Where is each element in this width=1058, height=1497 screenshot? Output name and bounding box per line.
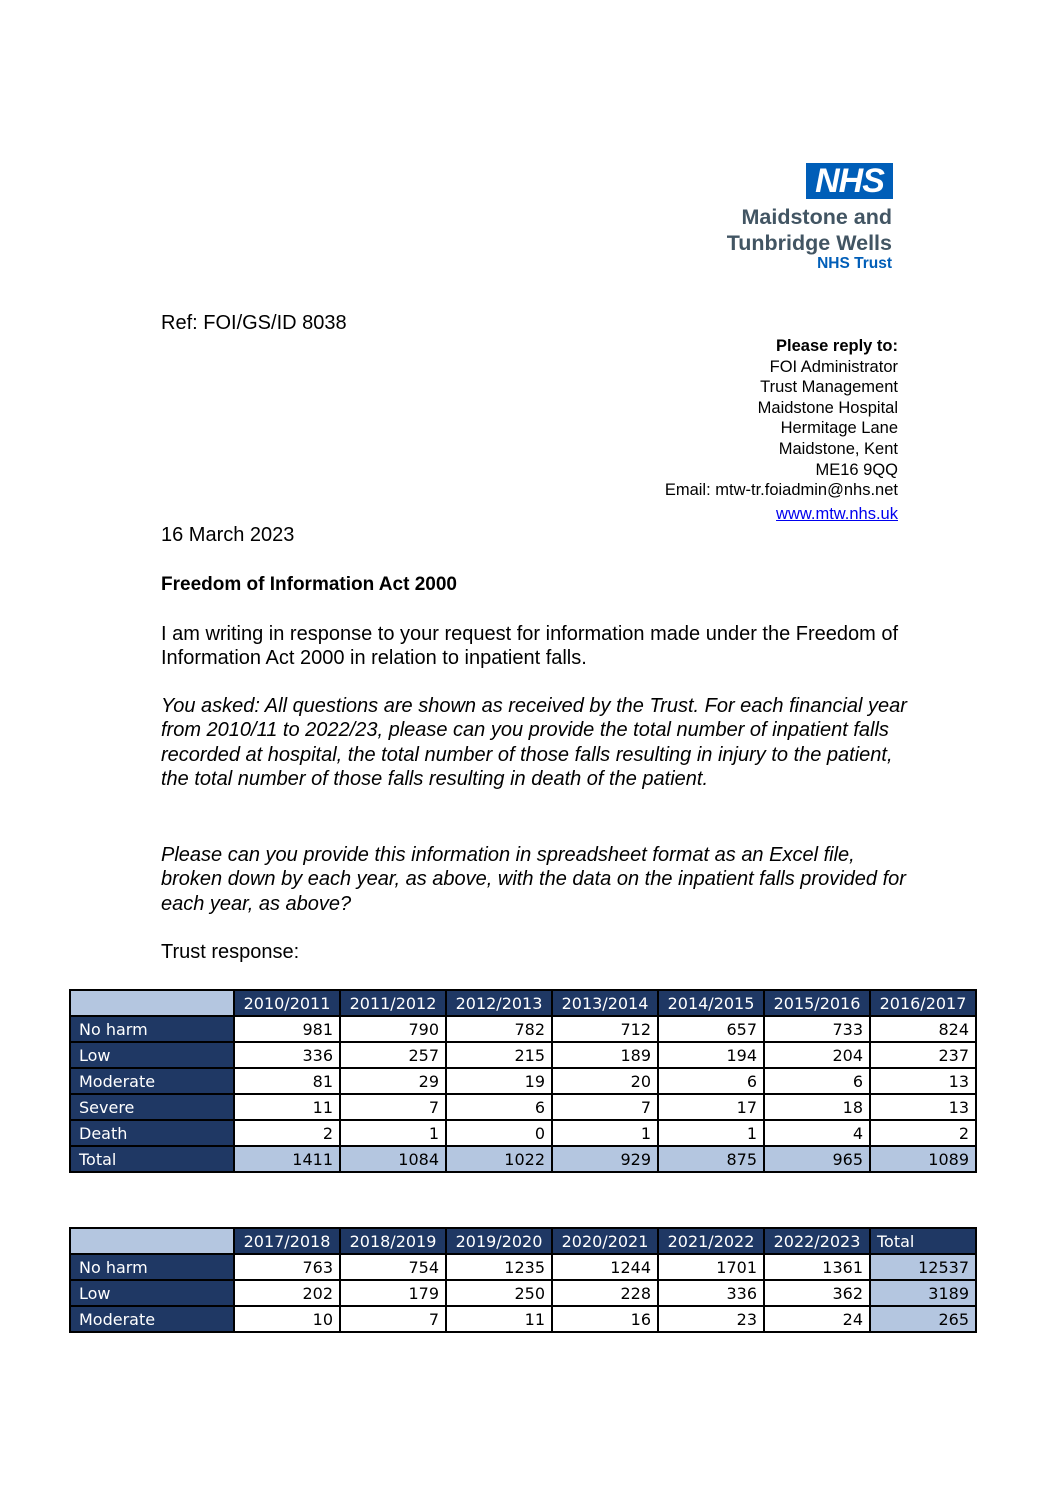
column-header: 2018/2019 (340, 1228, 446, 1254)
table-cell: 1 (552, 1120, 658, 1146)
table-cell: 228 (552, 1280, 658, 1306)
table-cell: 202 (234, 1280, 340, 1306)
table-cell: 215 (446, 1042, 552, 1068)
trust-name (727, 204, 892, 256)
address-line: ME16 9QQ (815, 460, 898, 479)
table-row (70, 1120, 976, 1146)
table-cell: 336 (234, 1042, 340, 1068)
row-label: Low (70, 1280, 234, 1306)
table-corner (70, 990, 234, 1016)
table-row (70, 1042, 976, 1068)
reply-heading: Please reply to: (776, 337, 898, 355)
table-cell: 657 (658, 1016, 764, 1042)
address-line: Hermitage Lane (780, 419, 898, 438)
table-cell: 7 (340, 1306, 446, 1332)
table-cell: 250 (446, 1280, 552, 1306)
table-cell: 362 (764, 1280, 870, 1306)
table-cell: 13 (870, 1094, 976, 1120)
total-cell: 12537 (870, 1254, 976, 1280)
table-cell: 194 (658, 1042, 764, 1068)
row-label: Moderate (70, 1068, 234, 1094)
table-row (70, 1094, 976, 1120)
table-row (70, 1068, 976, 1094)
table-row (70, 1280, 976, 1306)
table-cell: 13 (870, 1068, 976, 1094)
intro-paragraph: I am writing in response to your request for information made under the Freedom of Information Act 2000 in relation to inpatient falls. (161, 623, 899, 670)
table-cell: 257 (340, 1042, 446, 1068)
address-line: Trust Management (760, 378, 898, 397)
table-cell: 2 (870, 1120, 976, 1146)
table-cell: 1235 (446, 1254, 552, 1280)
row-label: Total (70, 1146, 234, 1172)
reply-address (665, 336, 898, 524)
table-cell: 6 (764, 1068, 870, 1094)
column-header: 2019/2020 (446, 1228, 552, 1254)
column-header: 2010/2011 (234, 990, 340, 1016)
table-row (70, 1254, 976, 1280)
nhs-logo-badge: NHS (806, 163, 893, 199)
table-cell: 11 (446, 1306, 552, 1332)
row-label: Low (70, 1042, 234, 1068)
table-cell: 790 (340, 1016, 446, 1042)
column-header: 2016/2017 (870, 990, 976, 1016)
table-cell: 1 (658, 1120, 764, 1146)
table-cell: 6 (658, 1068, 764, 1094)
email-line: Email: mtw-tr.foiadmin@nhs.net (664, 481, 898, 500)
table-cell: 4 (764, 1120, 870, 1146)
table-cell: 782 (446, 1016, 552, 1042)
table-cell: 763 (234, 1254, 340, 1280)
falls-table-2017-2023 (69, 1227, 977, 1333)
table-cell: 81 (234, 1068, 340, 1094)
table-cell: 1701 (658, 1254, 764, 1280)
column-header: 2022/2023 (764, 1228, 870, 1254)
column-header: 2011/2012 (340, 990, 446, 1016)
table-cell: 19 (446, 1068, 552, 1094)
address-line: Maidstone, Kent (778, 439, 898, 458)
table-cell: 1361 (764, 1254, 870, 1280)
falls-table-2010-2017 (69, 989, 977, 1173)
table-cell: 237 (870, 1042, 976, 1068)
table-cell: 712 (552, 1016, 658, 1042)
table-corner (70, 1228, 234, 1254)
total-cell: 265 (870, 1306, 976, 1332)
table-cell: 2 (234, 1120, 340, 1146)
address-line: Maidstone Hospital (757, 398, 898, 417)
row-label: Moderate (70, 1306, 234, 1332)
column-header: 2015/2016 (764, 990, 870, 1016)
table-cell: 875 (658, 1146, 764, 1172)
question-paragraph: You asked: All questions are shown as received by the Trust. For each financial year from 2010/11 to 2022/23, please can you provide the total number of inpatient falls recorded at hospital, the total number of those falls resulting in injury to the patient, the total number of those falls resulting in death of the patient. (161, 695, 907, 791)
table-cell: 18 (764, 1094, 870, 1120)
letter-heading: Freedom of Information Act 2000 (161, 574, 457, 595)
table-cell: 6 (446, 1094, 552, 1120)
column-header: 2021/2022 (658, 1228, 764, 1254)
table-cell: 965 (764, 1146, 870, 1172)
column-header: 2017/2018 (234, 1228, 340, 1254)
letter-date: 16 March 2023 (161, 524, 295, 546)
table-cell: 1022 (446, 1146, 552, 1172)
table-cell: 23 (658, 1306, 764, 1332)
table-cell: 733 (764, 1016, 870, 1042)
table-cell: 29 (340, 1068, 446, 1094)
row-label: Severe (70, 1094, 234, 1120)
table-cell: 17 (658, 1094, 764, 1120)
address-line: FOI Administrator (769, 357, 898, 376)
column-header: 2020/2021 (552, 1228, 658, 1254)
website-link[interactable]: www.mtw.nhs.uk (776, 504, 898, 523)
table-cell: 1089 (870, 1146, 976, 1172)
table-row (70, 1016, 976, 1042)
spreadsheet-request-paragraph: Please can you provide this information in spreadsheet format as an Excel file, broken down by each year, as above, with the data on the inpatient falls provided for each year, as above? (161, 844, 906, 915)
table-cell: 20 (552, 1068, 658, 1094)
column-header: 2012/2013 (446, 990, 552, 1016)
table-cell: 7 (340, 1094, 446, 1120)
trust-name-line2: Tunbridge Wells (726, 231, 892, 255)
trust-subtitle: NHS Trust (817, 255, 892, 272)
table-cell: 0 (446, 1120, 552, 1146)
table-cell: 10 (234, 1306, 340, 1332)
table-cell: 204 (764, 1042, 870, 1068)
reference-number: Ref: FOI/GS/ID 8038 (161, 312, 347, 334)
table-cell: 7 (552, 1094, 658, 1120)
total-row (70, 1146, 976, 1172)
column-header: 2013/2014 (552, 990, 658, 1016)
table-cell: 1411 (234, 1146, 340, 1172)
table-cell: 754 (340, 1254, 446, 1280)
row-label: No harm (70, 1016, 234, 1042)
trust-name-line1: Maidstone and (741, 205, 892, 229)
table-cell: 1244 (552, 1254, 658, 1280)
table-header-row (70, 990, 976, 1016)
table-cell: 1084 (340, 1146, 446, 1172)
table-cell: 16 (552, 1306, 658, 1332)
table-row (70, 1306, 976, 1332)
table-cell: 24 (764, 1306, 870, 1332)
column-header: 2014/2015 (658, 990, 764, 1016)
table-header-row (70, 1228, 976, 1254)
table-cell: 179 (340, 1280, 446, 1306)
table-cell: 11 (234, 1094, 340, 1120)
table-cell: 981 (234, 1016, 340, 1042)
table-cell: 1 (340, 1120, 446, 1146)
row-label: No harm (70, 1254, 234, 1280)
table-cell: 336 (658, 1280, 764, 1306)
table-cell: 824 (870, 1016, 976, 1042)
row-label: Death (70, 1120, 234, 1146)
trust-response-label: Trust response: (161, 941, 300, 963)
column-header-total: Total (870, 1228, 976, 1254)
total-cell: 3189 (870, 1280, 976, 1306)
table-cell: 929 (552, 1146, 658, 1172)
table-cell: 189 (552, 1042, 658, 1068)
